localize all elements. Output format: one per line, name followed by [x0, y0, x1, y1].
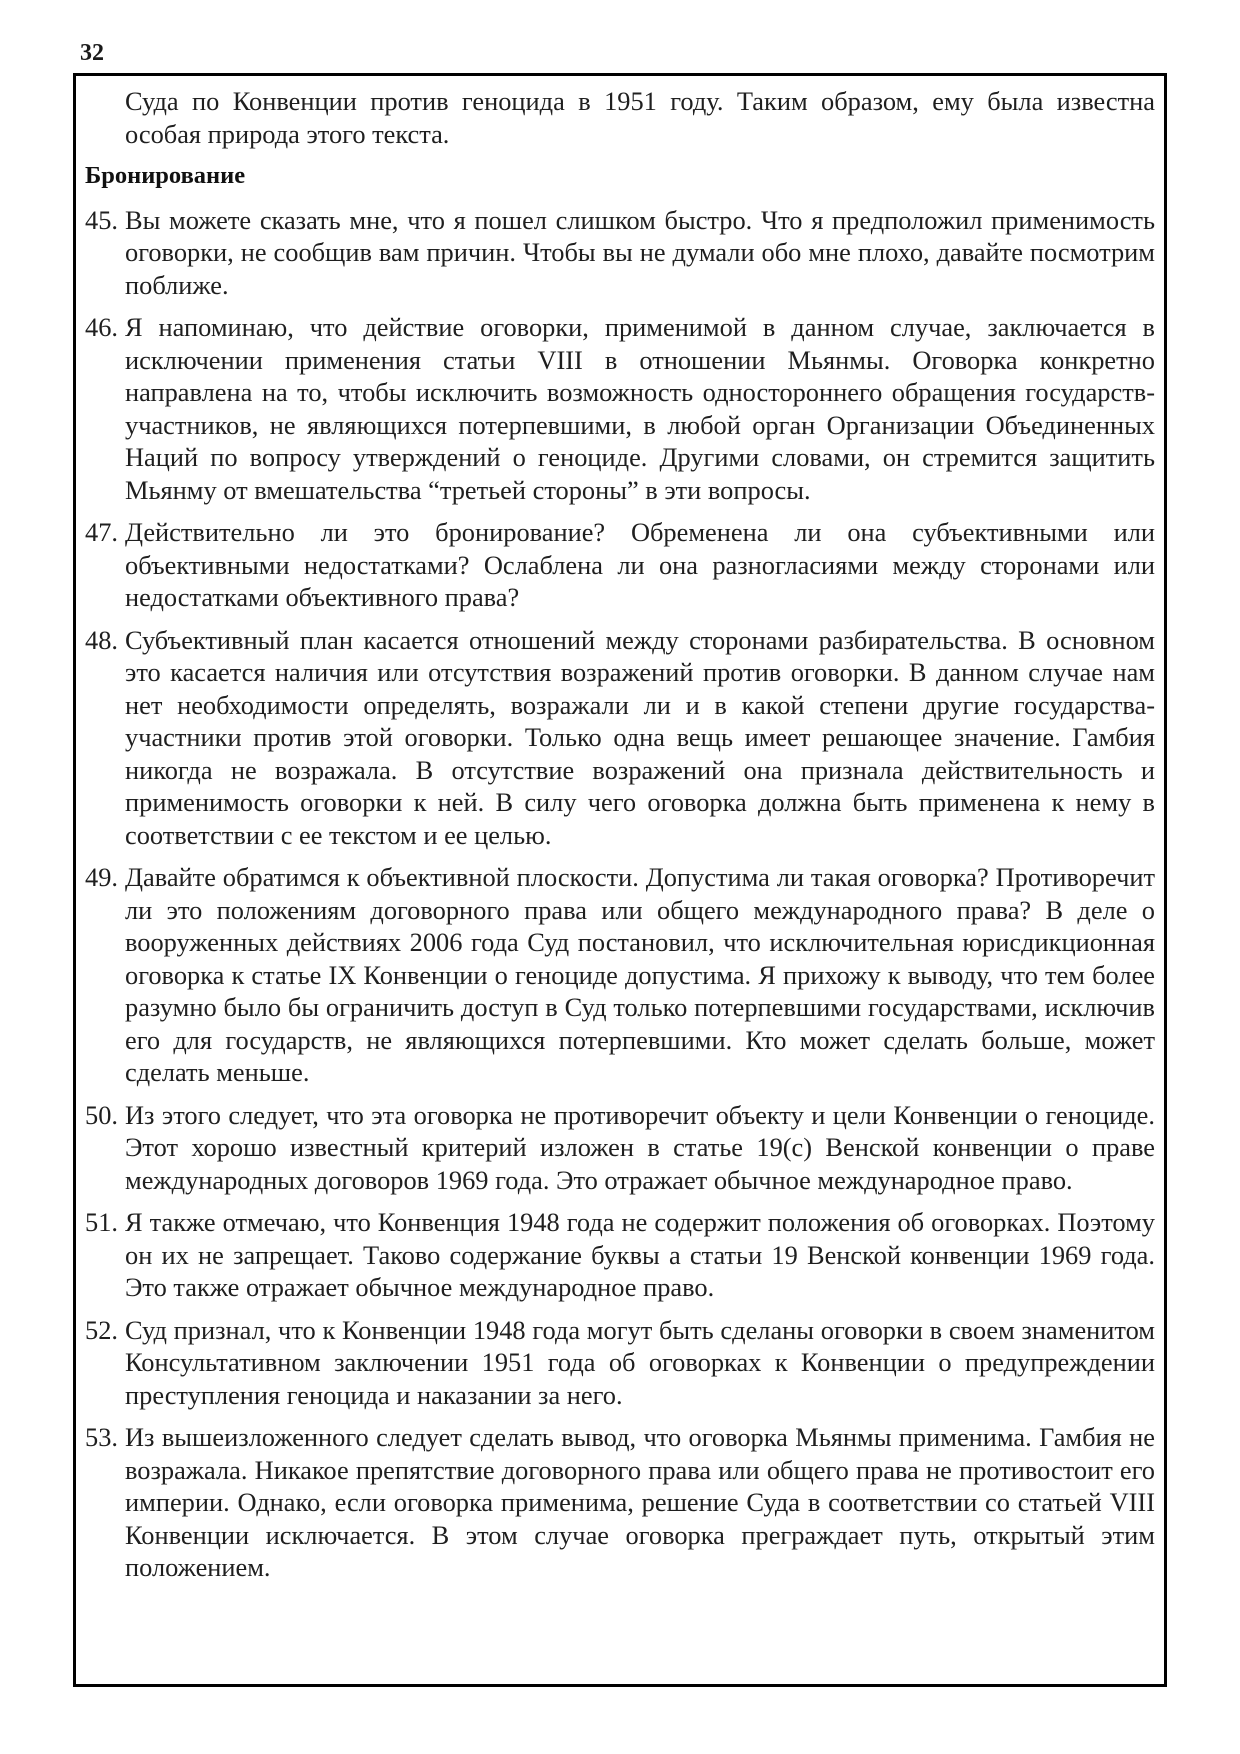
numbered-paragraph: [85, 1206, 1155, 1304]
paragraph-text: Я напоминаю, что действие оговорки, применимой в данном случае, заключается в исключении применения статьи VIII в отношении Мьянмы. Оговорка конкретно направлена на то, чтобы исключить возможность одностороннего обращения государств-участников, не являющихся потерпевшими, в любой орган Организации Объединенных Наций по вопросу утверждений о геноциде. Другими словами, он стремится защитить Мьянму от вмешательства “третьей стороны” в эти вопросы.: [125, 312, 1155, 505]
numbered-paragraph: [85, 204, 1155, 302]
paragraph-text: Я также отмечаю, что Конвенция 1948 года не содержит положения об оговорках. Поэтому он их не запрещает. Таково содержание буквы а статьи 19 Венской конвенции 1969 года. Это также отражает обычное международное право.: [125, 1207, 1155, 1302]
paragraph-number: 51.: [85, 1207, 118, 1237]
paragraph-number: 45.: [85, 204, 118, 235]
paragraph-text: Субъективный план касается отношений между сторонами разбирательства. В основном это касается наличия или отсутствия возражений против оговорки. В данном случае нам нет необходимости определять, возражали ли и в какой степени другие государства-участники против этой оговорки. Только одна вещь имеет решающее значение. Гамбия никогда не возражала. В отсутствие возражений она признала действительность и применимость оговорки к ней. В силу чего оговорка должна быть применена к нему в соответствии с ее текстом и ее целью.: [125, 624, 1155, 850]
numbered-paragraph: [85, 624, 1155, 852]
paragraph-number: 47.: [85, 517, 118, 547]
intro-paragraph: Суда по Конвенции против геноцида в 1951 году. Таким образом, ему была известна особая природа этого текста.: [125, 86, 1155, 149]
paragraph-number: 53.: [85, 1422, 118, 1452]
text-frame: [73, 73, 1167, 1687]
paragraph-text: Действительно ли это бронирование? Обременена ли она субъективными или объективными недостатками? Ослаблена ли она разногласиями между сторонами или недостатками объективного права?: [125, 517, 1155, 612]
numbered-paragraph: [85, 1099, 1155, 1197]
paragraph-text: Из вышеизложенного следует сделать вывод, что оговорка Мьянмы применима. Гамбия не возражала. Никакое препятствие договорного права или общего права не противостоит его империи. Однако, если оговорка применима, решение Суда в соответствии со статьей VIII Конвенции исключается. В этом случае оговорка преграждает путь, открытый этим положением.: [125, 1422, 1155, 1582]
paragraph-number: 52.: [85, 1314, 118, 1345]
section-heading: Бронирование: [85, 162, 246, 189]
numbered-paragraph: [85, 516, 1155, 614]
paragraph-text: Вы можете сказать мне, что я пошел слишком быстро. Что я предположил применимость оговорки, не сообщив вам причин. Чтобы вы не думали обо мне плохо, давайте посмотрим поближе.: [125, 204, 1155, 300]
paragraph-text: Суд признал, что к Конвенции 1948 года могут быть сделаны оговорки в своем знаменитом Консультативном заключении 1951 года об оговорках к Конвенции о предупреждении преступления геноцида и наказании за него.: [125, 1314, 1155, 1410]
numbered-paragraph: [85, 311, 1155, 506]
numbered-paragraph: [85, 1314, 1155, 1412]
paragraph-number: 48.: [85, 624, 118, 655]
paragraph-text: Давайте обратимся к объективной плоскости. Допустима ли такая оговорка? Противоречит ли это положениям договорного права или общего международного права? В деле о вооруженных действиях 2006 года Суд постановил, что исключительная юрисдикционная оговорка к статье IX Конвенции о геноциде допустима. Я прихожу к выводу, что тем более разумно было бы ограничить доступ в Суд только потерпевшими государствами, исключив его для государств, не являющихся потерпевшими. Кто может сделать больше, может сделать меньше.: [125, 862, 1155, 1087]
paragraph-text: Из этого следует, что эта оговорка не противоречит объекту и цели Конвенции о геноциде. Этот хорошо известный критерий изложен в статье 19(с) Венской конвенции о праве международных договоров 1969 года. Это отражает обычное международное право.: [125, 1099, 1155, 1195]
page-number: 32: [80, 40, 104, 66]
numbered-paragraph: [85, 1421, 1155, 1584]
paragraph-number: 46.: [85, 312, 118, 342]
paragraph-number: 49.: [85, 862, 118, 892]
numbered-paragraph: [85, 861, 1155, 1089]
paragraph-number: 50.: [85, 1099, 118, 1130]
